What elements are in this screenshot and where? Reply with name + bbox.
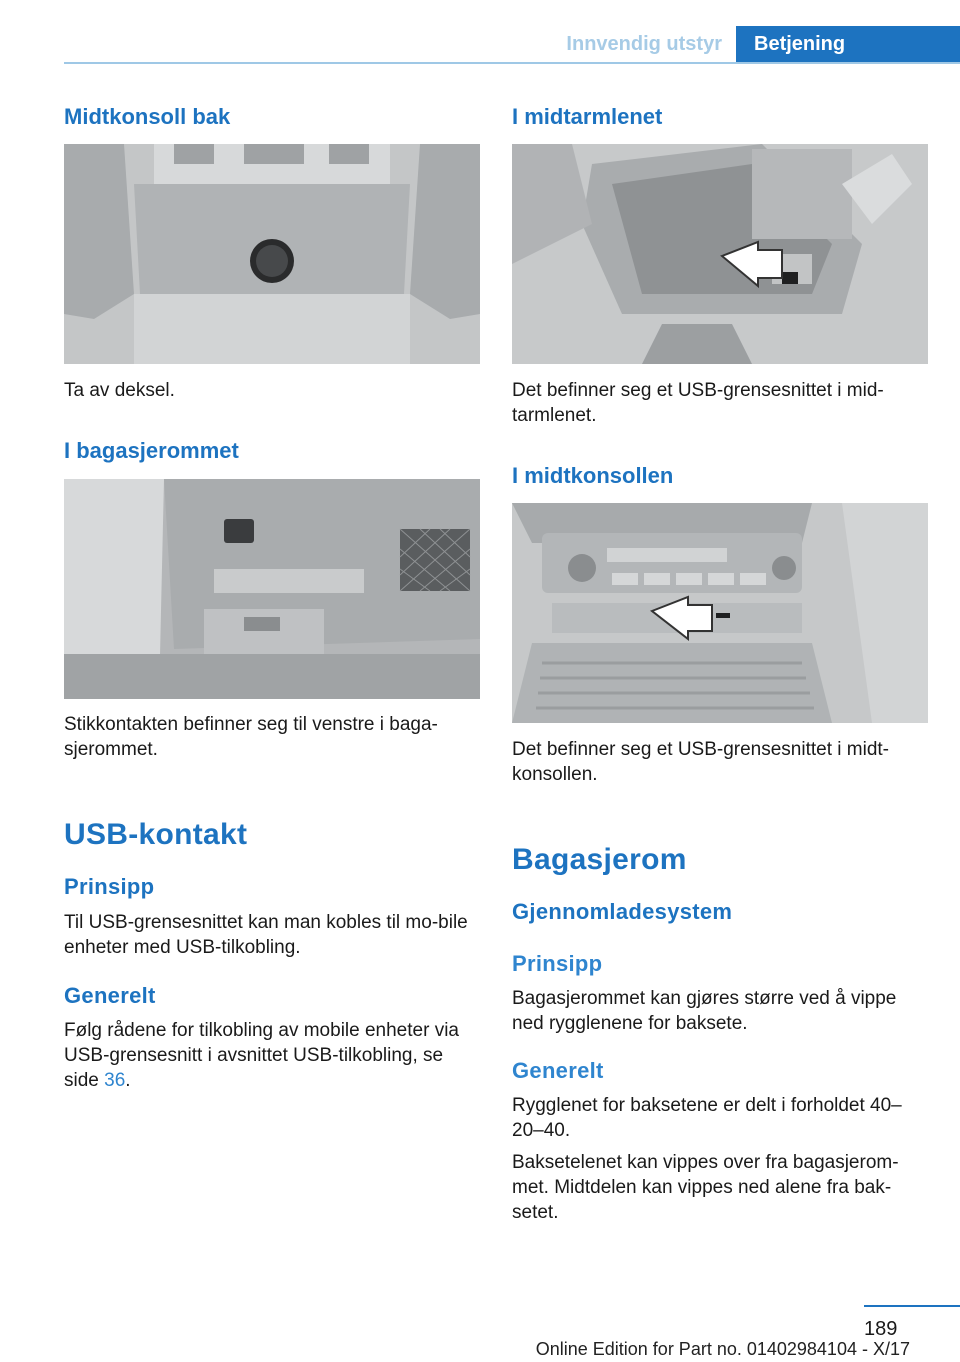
header-section-tab: Innvendig utstyr bbox=[566, 33, 722, 55]
text-generelt-left-end: . bbox=[125, 1070, 131, 1091]
subtitle-prinsipp-left: Prinsipp bbox=[64, 874, 155, 899]
text-generelt-right-2: Baksetelenet kan vippes over fra bagasjerom-met. Midtdelen kan vippes ned alene fra bak-setet. bbox=[512, 1152, 899, 1223]
footer-edition: Online Edition for Part no. 01402984104 - X/17 bbox=[535, 1339, 910, 1359]
title-bagasjerom: Bagasjerom bbox=[512, 843, 687, 876]
image-center-console bbox=[512, 503, 928, 723]
text-generelt-right-1: Rygglenet for baksetene er delt i forholdet 40–20–40. bbox=[512, 1095, 902, 1141]
caption-midtarmlenet: Det befinner seg et USB-grensesnittet i mid-tarmlenet. bbox=[512, 380, 884, 426]
image-armrest bbox=[512, 144, 928, 364]
header-rule bbox=[64, 62, 960, 64]
page-link-36[interactable]: 36 bbox=[104, 1070, 126, 1091]
text-generelt-left bbox=[64, 1018, 480, 1093]
title-usb-kontakt: USB-kontakt bbox=[64, 818, 248, 851]
text-prinsipp-left: Til USB-grensesnittet kan man kobles til mo-bile enheter med USB-tilkobling. bbox=[64, 912, 468, 958]
subtitle-gjennomladesystem: Gjennomladesystem bbox=[512, 899, 733, 924]
header-active-tab: Betjening bbox=[736, 26, 960, 64]
image-rear-console bbox=[64, 144, 480, 364]
caption-stikkontakt: Stikkontakten befinner seg til venstre i baga-sjerommet. bbox=[64, 714, 438, 760]
heading-midtkonsoll-bak: Midtkonsoll bak bbox=[64, 104, 231, 129]
subtitle-generelt-right: Generelt bbox=[512, 1058, 604, 1083]
page-number: 189 bbox=[864, 1318, 898, 1340]
subtitle-generelt-left: Generelt bbox=[64, 983, 156, 1008]
image-luggage-compartment bbox=[64, 479, 480, 699]
footer-rule bbox=[864, 1305, 960, 1307]
heading-i-midtarmlenet: I midtarmlenet bbox=[512, 104, 663, 129]
caption-midtkonsollen: Det befinner seg et USB-grensesnittet i midt-konsollen. bbox=[512, 739, 890, 785]
caption-ta-av-deksel: Ta av deksel. bbox=[64, 380, 175, 401]
heading-i-bagasjerommet: I bagasjerommet bbox=[64, 438, 239, 463]
subtitle-prinsipp-right: Prinsipp bbox=[512, 951, 603, 976]
text-generelt-left-body: Følg rådene for tilkobling av mobile enheter via USB-grensesnitt i avsnittet USB-tilkobling, se side bbox=[64, 1020, 459, 1091]
heading-i-midtkonsollen: I midtkonsollen bbox=[512, 463, 674, 488]
text-prinsipp-right: Bagasjerommet kan gjøres større ved å vippe ned rygglenene for baksete. bbox=[512, 988, 897, 1034]
